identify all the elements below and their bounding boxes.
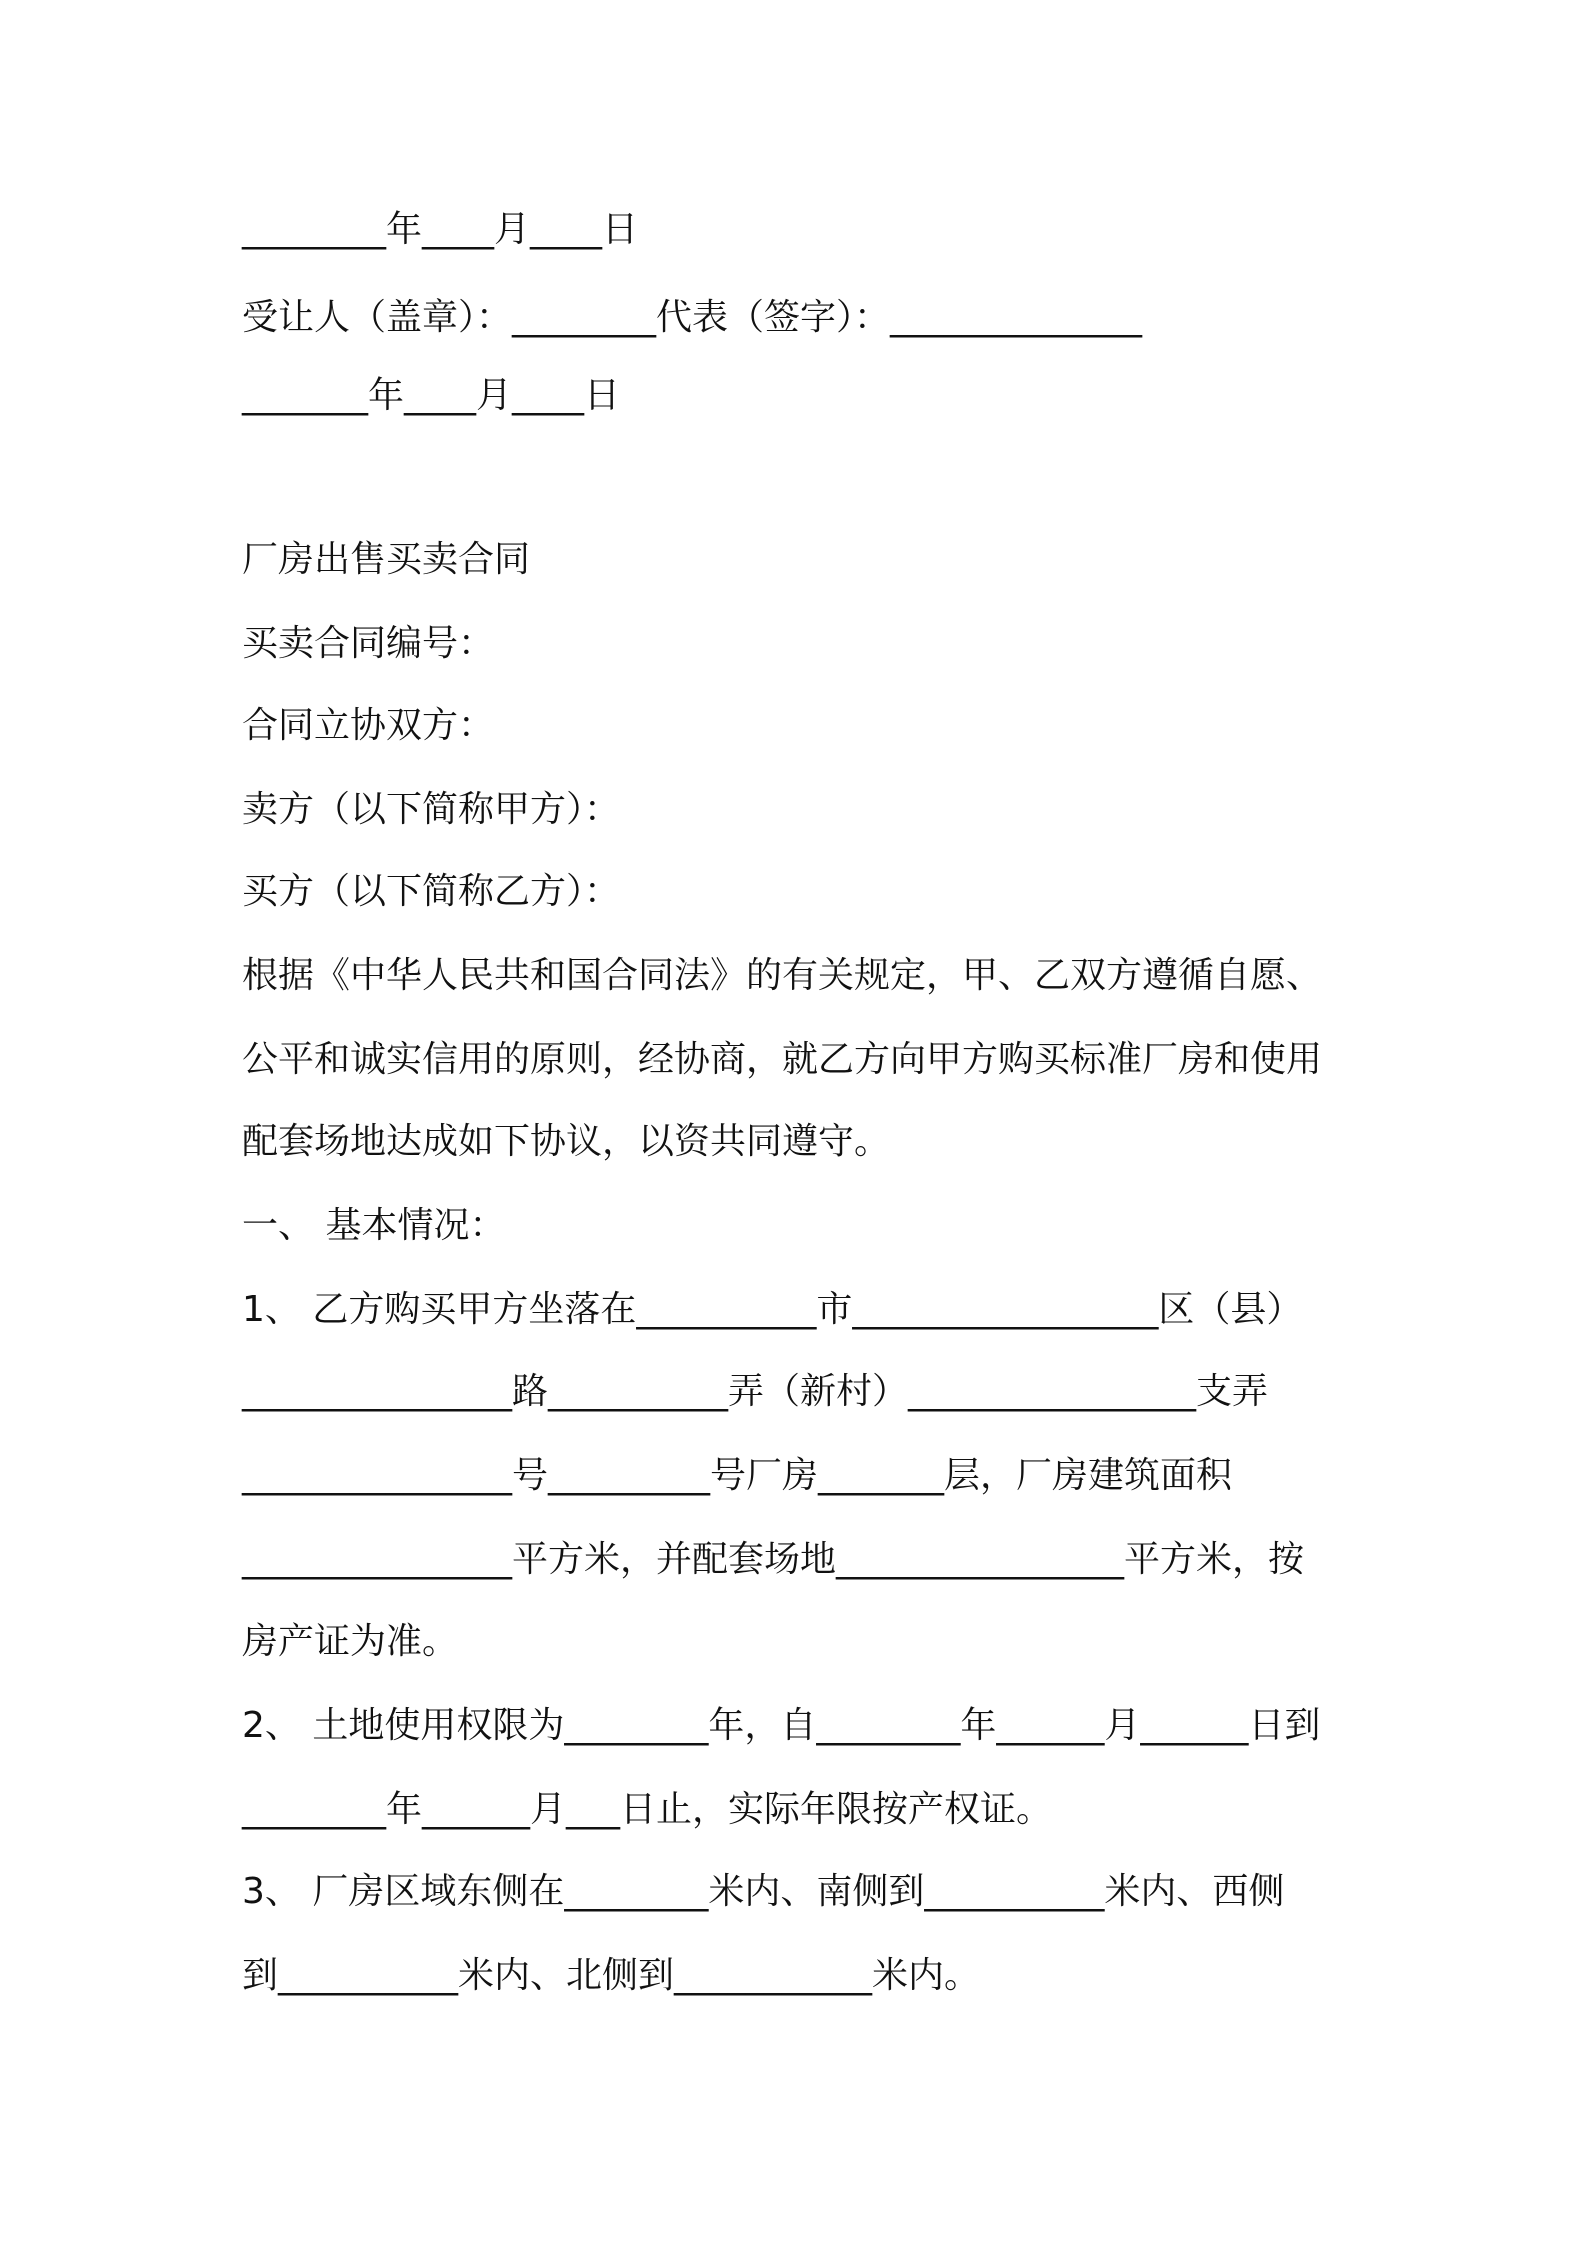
transferor-date-line: ________年____月____日 (242, 209, 638, 250)
transferee-signature-line: 受让人（盖章）：________代表（签字）：______________ (242, 297, 1143, 338)
preamble-line-3: 配套场地达成如下协议，以资共同遵守。 (242, 1121, 891, 1162)
clause-3-line-2: 到__________米内、北侧到___________米内。 (242, 1955, 981, 1996)
seller-label: 卖方（以下简称甲方）： (242, 789, 621, 830)
transferee-date-line: _______年____月____日 (242, 375, 620, 416)
clause-1-line-5: 房产证为准。 (242, 1621, 459, 1662)
clause-1-line-4: _______________平方米，并配套场地________________平方米，按 (242, 1539, 1305, 1580)
clause-2-line-2: ________年______月___日止，实际年限按产权证。 (242, 1789, 1053, 1830)
contract-number-label: 买卖合同编号： (242, 623, 495, 664)
clause-3-line-1: 3、 厂房区域东侧在________米内、南侧到__________米内、西侧 (242, 1871, 1285, 1912)
clause-2-line-1: 2、 土地使用权限为________年，自________年______月______日到 (242, 1705, 1321, 1746)
preamble-line-1: 根据《中华人民共和国合同法》的有关规定，甲、乙双方遵循自愿、 (242, 955, 1323, 996)
section-heading-basic-info: 一、 基本情况： (242, 1205, 506, 1246)
clause-1-line-2: _______________路__________弄（新村）________________支弄 (242, 1371, 1269, 1412)
clause-1-line-3: _______________号_________号厂房_______层，厂房建筑面积 (242, 1455, 1233, 1496)
contract-parties-label: 合同立协双方： (242, 705, 495, 746)
buyer-label: 买方（以下简称乙方）： (242, 871, 621, 912)
preamble-line-2: 公平和诚实信用的原则，经协商，就乙方向甲方购买标准厂房和使用 (242, 1039, 1323, 1080)
contract-title: 厂房出售买卖合同 (242, 539, 531, 580)
clause-1-line-1: 1、 乙方购买甲方坐落在__________市_________________区（县） (242, 1289, 1303, 1330)
